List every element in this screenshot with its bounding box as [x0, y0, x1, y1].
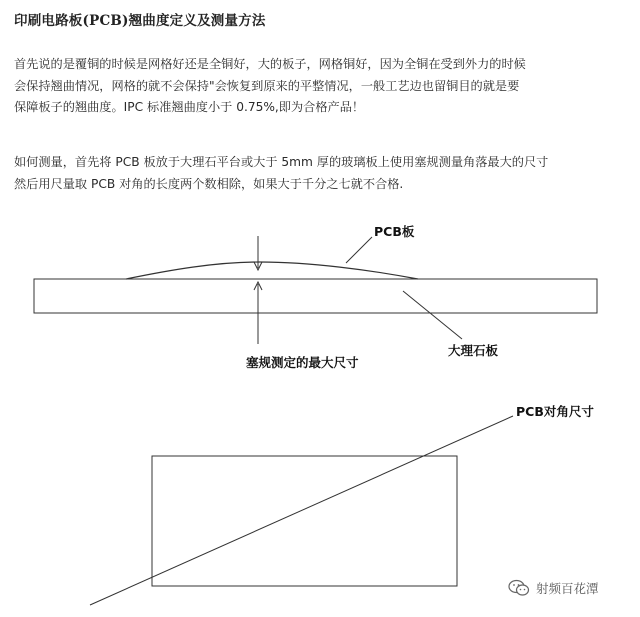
warped-pcb-curve: [126, 262, 418, 279]
text-line: 保障板子的翘曲度。IPC 标准翘曲度小于 0.75%,即为合格产品！: [14, 100, 365, 114]
text-line: 然后用尺量取 PCB 对角的长度两个数相除，如果大于千分之七就不合格.: [14, 176, 404, 191]
wechat-icon: [508, 579, 530, 597]
marble-label: 大理石板: [448, 343, 499, 358]
watermark: [508, 579, 599, 597]
gauge-label: 塞规测定的最大尺寸: [246, 355, 359, 370]
diagonal-line: [90, 416, 513, 605]
text-line: 如何测量，首先将 PCB 板放于大理石平台或大于 5mm 厚的玻璃板上使用塞规测量角落最大的尺寸: [14, 155, 549, 169]
page-title: 印刷电路板(PCB)翘曲度定义及测量方法: [14, 13, 266, 29]
pcb-label: PCB板: [374, 224, 415, 239]
pcb-leader-line: [346, 237, 372, 263]
marble-plate: [34, 279, 597, 313]
diagonal-label: PCB对角尺寸: [516, 404, 594, 419]
marble-leader-line: [403, 291, 462, 339]
text-line: 会保持翘曲情况，网格的就不会保持"会恢复到原来的平整情况，一般工艺边也留铜目的就是要: [14, 78, 520, 93]
pcb-rectangle: [152, 456, 457, 586]
text-line: 首先说的是覆铜的时候是网格好还是全铜好，大的板子，网格铜好，因为全铜在受到外力的时候: [14, 57, 526, 71]
watermark-text: 射频百花潭: [536, 581, 599, 596]
